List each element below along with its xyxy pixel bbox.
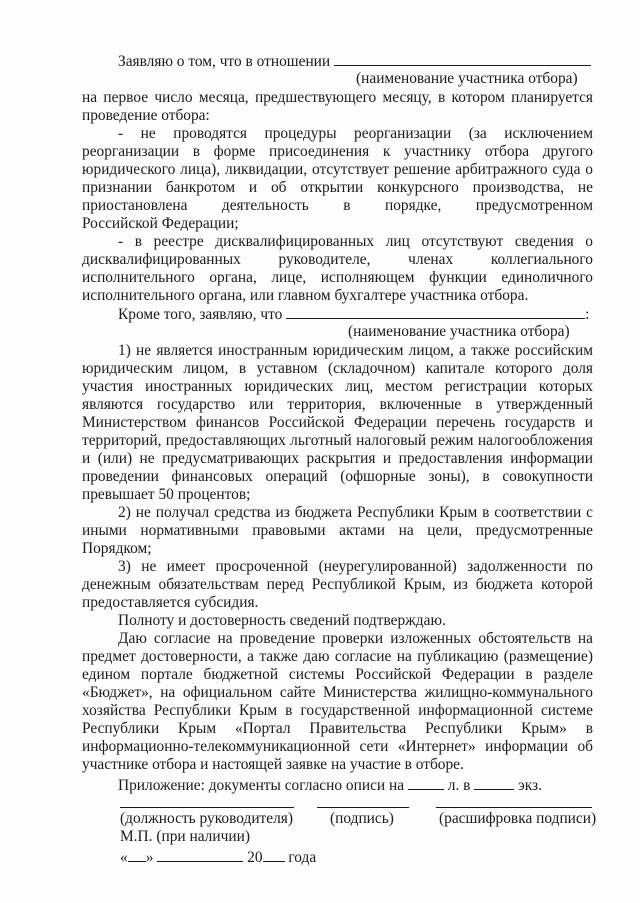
text-line: предмет достоверности, а также даю согласие на публикацию (размещение) [82,648,593,665]
text-line: территорий, предоставляющих льготный налоговый режим налогообложения [82,432,593,449]
pages-count-blank [408,776,444,790]
statement-line [118,52,593,71]
text-line: хозяйства Республики Крым в государственной информационной системе [82,702,593,719]
text-line: 1) не является иностранным юридическим лицом, а также российским [118,342,593,359]
text-line: «Бюджет», на официальном сайте Министерства жилищно-коммунального [82,684,593,701]
text-line: 3) не имеет просроченной (неурегулированной) задолженности по [118,558,593,575]
text-line: приостановлена деятельность в порядке, предусмотренном [82,197,593,214]
statement-text-2: Кроме того, заявляю, что [118,306,283,323]
text-line: - не проводятся процедуры реорганизации (за исключением [118,125,593,142]
text-line: юридического лица), ликвидации, отсутствует решение арбитражного суда о [82,161,593,178]
text-line: на первое число месяца, предшествующего месяцу, в котором планируется [82,89,593,106]
text-line: Даю согласие на проведение проверки изложенных обстоятельств на [118,630,593,647]
text-line: предоставляется субсидия. [82,594,259,611]
attachment-line: Приложение: документы согласно описи на л. в экз. [118,777,542,794]
text-line: информационно-телекоммуникационной сети «Интернет» информации об [82,738,593,755]
copies-count-blank [474,776,514,790]
text-line: дисквалифицированных руководителе, членах коллегиального [82,251,593,268]
participant-name-blank-2 [286,305,585,319]
text-line: Порядком; [82,540,152,557]
month-blank [157,848,243,862]
text-line: участия иностранных юридических лиц, местом регистрации которых [82,378,593,395]
text-line: реорганизации в форме присоединения к участнику отбора другого [82,143,593,160]
text-line: Министерством финансов Российской Федерации перечень государств и [82,414,593,431]
statement-line-2: Кроме того, заявляю, что : [118,306,590,323]
text-line: исполнительного органа, лице, исполняющем функции единоличного [82,269,593,286]
text-line: участнике отбора и настоящей заявке на участие в отборе. [82,756,464,773]
text-line: и (или) не предусматривающих раскрытия и предоставления информации [82,450,593,467]
text-line: признании банкротом и об открытии конкурсного производства, не [82,179,593,196]
date-line: « » 20 года [120,849,317,866]
text-line: превышает 50 процентов; [82,486,251,503]
signature-caption: (подпись) [330,810,394,827]
text-line: юридическим лицом, в уставном (складочном) капитале которого доля [82,360,593,377]
year-blank [263,848,285,862]
text-line: иными нормативными правовыми актами на цели, предусмотренные [82,522,593,539]
day-blank [128,848,146,862]
stamp-note: М.П. (при наличии) [120,828,250,845]
decode-signature-line [436,806,592,808]
text-line: Республики Крым «Портал Правительства Республики Крым» в [82,720,593,737]
participant-name-caption-2: (наименование участника отбора) [348,323,570,340]
text-line: едином портале бюджетной системы Российской Федерации в разделе [82,666,593,683]
text-line: денежным обязательствам перед Республикой Крым, из бюджета которой [82,576,593,593]
text-line: - в реестре дисквалифицированных лиц отсутствуют сведения о [118,233,593,250]
participant-name-blank [334,52,591,66]
text-line: Российской Федерации; [82,215,239,232]
position-signature-line [120,806,294,808]
decode-caption: (расшифровка подписи) [439,810,597,827]
text-line: 2) не получал средства из бюджета Республики Крым в соответствии с [118,504,593,521]
participant-name-caption: (наименование участника отбора) [356,70,578,87]
text-line: проведении финансовых операций (офшорные зоны), в совокупности [82,468,593,485]
text-line: исполнительного органа, или главном бухгалтере участника отбора. [82,287,529,304]
text-line: являются государство или территория, включенные в утвержденный [82,396,593,413]
signature-line [317,806,409,808]
statement-text: Заявляю о том, что в отношении [118,53,331,70]
position-caption: (должность руководителя) [120,810,294,827]
text-line: проведение отбора: [82,107,210,124]
text-line: Полноту и достоверность сведений подтверждаю. [118,612,446,629]
